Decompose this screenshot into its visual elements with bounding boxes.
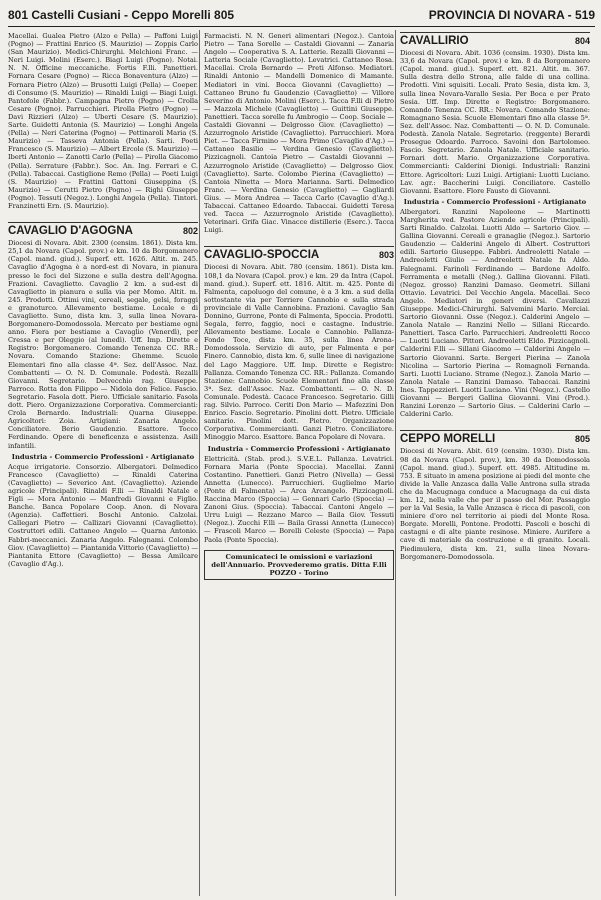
column-2	[204, 32, 394, 580]
listing-text: Elettricità. (Stab. prod.). S.V.E.L. Pallanza. Levatrici. Fornara Maria (Ponte Spoccia). Macellai. Zanni Costantino. Panettieri. Ganzi Pietro (Nivella) — Gessi Annetta (Lunecco). Parrucchieri. Guglielmo Mario (Ponte di Falmenta) — Arca Arcangelo. Pizzicagnoli. Raccina Marco (Spoccia) — Gennari Carlo (Spoccia) — Zanoni Gius. (Spoccia). Tabaccai. Cantoni Angelo — Urru Luigi — Rezzano Marco — Baila Giov. Tessuti (Negoz.). Zucchi F.lli — Baila Grassi Annetta (Lunecco) — Frascoli Marco — Borelli Celeste (Spoccia) — Papa Paola (Ponte Spoccia).	[204, 454, 394, 544]
section-text: Diocesi di Novara. Abit. 780 (censim. 1861). Dista km. 108,1 da Novara (Capol. prov.) e km. 29 da Intra (Capol. mand. giud.). Superf. ett. 1816. Altit. m. 425. Ponte di Falmenta, capoluogo del comune, è a 3 km. a sud della sottostante via per Torriere Cannobio e sulla strada provinciale di Valle Cannobina. Frazioni. Cavaglio San Donnino, Gurrone, Ponte di Falmenta, Spoccia. Prodotti. Segala, ferro, faggio, noci e castagne. Industrie. Allevamento bestiame. Locale e Cannobio. Pallanza-Fondo Toce, dista km. 35, sulla linea Arona-Domodossola. Servizio di auto, per Falmenta e per Finero. Cannobio, dista km. 6, sulle linee di navigazione del Lago Maggiore. Uff. Imp. Dirette e Registro: Pallanza. Comando Tenenza CC. RR.: Pallanza. Comando Stazione: Cannobio. Scuole Elementari fino alla classe 3ª. Sez. dell'Assoc. Naz. Combattenti. — O. N. D. Comunale. Podestà. Cacace Francesco. Segretario. Gilli rag. Silvio. Parroco. Ceriti Don Mario — Mafezzini Don Enrico. Fascio. Segretario. Pinolini dott. Pietro. Ufficiale sanitario. Pinolini dott. Pietro. Organizzazione Corporativa. Commercianti. Ganzi Pietro. Conciliatore. Minoggio Marco. Esattore. Banca Popolare di Novara.	[204, 263, 394, 442]
section-title: CAVAGLIO-SPOCCIA	[204, 249, 320, 262]
header-left: 801 Castelli Cusiani - Ceppo Morelli 805	[8, 8, 235, 22]
page-header	[8, 6, 595, 27]
subsection-heading: Industria - Commercio Professioni - Artigianato	[207, 444, 391, 453]
section-text: Diocesi di Novara. Abit. 1036 (censim. 1930). Dista km. 33,6 da Novara (Capol. prov.) e km. 8 da Borgomanero (Capol. mand. giud.). Superf. ett. 821. Altit. m. 367. Sulla destra dello Strona, alle falde di una collina. Prodotti. Vini squisiti. Locali. Prato Sesia, dista km. 3, sulla linea Novara-Varallo Sesia. Per Boca e per Prato Sesia. Uff. Imp. Dirette e Registro: Borgomanero. Comando Tenenza CC. RR.: Novara. Comando Stazione: Romagnano Sesia. Scuole Elementari fino alla classe 5ª. Sez. dell'Assoc. Naz. Combattenti — O. N. D. Comunale. Podestà. Zanola Natale. Segretario. (reggente) Berardi Prosegue Odoardo. Parroco. Savoini don Bartolomeo. Fascio. Segretario. Zanola Natale. Ufficiale sanitario. Fornari dott. Mario. Organizzazione Corporativa. Commercianti: Calderini Dionigi. Industriali: Ranzini Ettore. Agricoltori: Luzi Luigi. Artigiani: Luotti Luciano. Lav. agr.: Baccherini Luigi. Conciliatore. Castello Giovanni. Esattore. Flore Fausto di Giovanni.	[400, 49, 590, 195]
section-number: 805	[574, 434, 590, 445]
column-1	[8, 32, 198, 568]
notice-box: Comunicateci le omissioni e variazioni dell'Annuario. Provvederemo gratis. Ditta F.lli POZZO - Torino	[204, 550, 394, 580]
section-text: Diocesi di Novara. Abit. 619 (censim. 1930). Dista km. 98 da Novara (Capol. prov.), km. 30 da Domodossola (Capol. mand. giud.). Superf. ett. 4985. Altitudine m. 753. È situato in amena posizione ai piedi del monte che divide la Valle Anzasca dalla Valle Antrona sulla strada che da Macugnaga conduce a Macugnaga da cui dista km. 12, nella valle che per il passo del Mor. Passaggio per la Val Sesia, la Valle Anzasca è ricca di pascoli, con miniere d'oro nel territorio ai piedi del Monte Rosa. Borgate. Morelli, Pontone. Prodotti. Pascoli e boschi di castagni e di alte piante resinose. Miniere. Aurifere a cave di materiale da costruzione e di granito. Locali. Piedimulera, dista km. 21, sulla linea Novara-Borgomanero-Domodossola.	[400, 447, 590, 561]
column-divider	[199, 30, 200, 896]
subsection-heading: Industria - Commercio Professioni - Artigianato	[11, 452, 195, 461]
section-number: 804	[574, 36, 590, 46]
listing-text: Farmacisti. N. N. Generi alimentari (Negoz.). Cantoia Pietro — Tana Sorelle — Castaldi Giovanni — Zanaria Angelo — Cooperativa S. A. Latterie. Rezalli Giovanni — Latteria Sociale (Cavaglietto). Levatrici. Cattaneo Rosa. Macellai. Crola Bernardo — Preti Alfonso. Mediatori. Rinaldi Antonio — Mandelli Domenico di Mamante. Mediatori in vini. Bocca Giovanni (Cavaglietto) — Cattaneo Bruno fu Gaudenzio (Cavaglietto) — Villore Severino di Antonio. Molini (Eserc.). Tacca F.lli di Pietro — Mazzola Michele (Cavaglietto) — Guittini Giuseppe. Panettieri. Tacca sorelle fu Ambrogio — Coop. Sociale — Castaldi Giovanni — Delgrosso Giov. (Cavaglietto) — Azzurrognolo Aristide (Cavaglietto). Parrucchieri. Mora Piet. — Tacca Firmino — Mora Primo (Cavaglio d'Ag.) — Cattaneo Basilio — Verdina Genesio (Cavaglietto). Pizzicagnoli. Cantoia Pietro — Castaldi Giovanni — Azzurrognolo Aristide (Cavaglietto) — Delgrosso Giov. (Cavaglietto). Sarte. Colombo Pierina (Cavaglietto) — Cantoia Ninetta — Mora Marianna. Sarti. Delmedico Franc. — Verdina Genesio (Cavaglietto) — Gagliardi Gius. — Mora Andrea — Tacca Carlo (Cavaglio d'Ag.). Tabaccai. Cattaneo Edoardo. Tabaccai. Guidetti Teresa ved. Tacca — Azzurrognolo Aristide (Cavaglietto). Veterinari. Grifa Giac. Vinacce distillerie (Eserc.). Tacca Luigi.	[204, 32, 394, 235]
subsection-heading: Industria - Commercio Professioni - Artigianato	[403, 197, 587, 206]
section-title: CAVAGLIO D'AGOGNA	[8, 225, 133, 238]
section-heading	[400, 430, 590, 446]
header-right: PROVINCIA DI NOVARA - 519	[428, 8, 595, 22]
section-title: CAVALLIRIO	[400, 35, 469, 47]
section-text: Diocesi di Novara. Abit. 2300 (censim. 1861). Dista km. 25,1 da Novara (Capol. prov.) e km. 10 da Borgomanero (Capol. mand. giud.). Superf. ett. 1626. Altit. m. 245. Cavaglio d'Agogna è a nord-est di Novara, in pianura presso le foci del Sizzone e sulla destra dell'Agogna. Frazioni. Cavaglietto. Cavaglio 2 km. a sud-est di Cavaglietto in pianura e sulla via per Momo. Altit. m. 245. Prodotti. Ottimi vini, cereali, segale, gelsi, foraggi e granoturco. Allevamento bestiame. Locale e di Cavaglietto. Suno, dista km. 3, sulla linea Novara-Borgomanero-Domodossola. Mercato per bestiame ogni anno. Fiera per bestiame a Cavaglio (Venerdì), per Cressa e per Oleggio (al lunedì). Uff. Imp. Dirette e Registro: Borgomanero. Comando Tenenza CC. RR.: Novara. Comando Stazione: Ghemme. Scuole Elementari fino alla classe 4ª. Sez. dell'Assoc. Naz. Combattenti — O. N. D. Comunale. Podestà. Rezalli Giovanni. Segretario. Delvecchio rag. Giuseppe. Parroco. Rotta don Filippo — Nidola don Felice. Fascio. Segretario. Fasola dott. Piero. Ufficiale sanitario. Fasola dott. Piero. Organizzazione Corporativa. Commercianti: Crola Bernardo. Industriali: Quarna Giuseppe. Agricoltori: Zoia. Artigiani: Zanaria Angelo. Conciliatore. Berio Gaudenzio. Esattore. Tocco Ferdinando. Opere di beneficenza e assistenza. Asili infantili.	[8, 239, 198, 450]
listing-text: Albergatori. Ranzini Napoleone — Martinotti Margherita ved. Pastore Aziende agricole (Principali). Sarti Rinaldo. Calzolai. Luotti Aldo — Sartorio Giov. — Gallina Giovanni. Cereali e granaglie (Negoz.). Sartorio Gaudenzio — Calderini Angelo di Albert. Costruttori edili. Sartorio Giuseppe. Fabbri. Andreoletti Natale — Andreoletti Giulio — Andreoletti Natale fu Aldo. Falegnami. Farinoli Ferdinando — Bardone Adolfo. Ferramenta e metalli (Neg.). Gallina Giovanni. Filati. (Negoz. grosso) Ranzini Damaso. Geometri. Sillani Ottavio. Levatrici. Del Vecchio Angela. Macellai. Seco Angelo. Mediatori in generi diversi. Cavallazzi Giuseppe. Medici-Chirurghi. Salvemini Mario. Merciai. Sartorio Giovanni. Osse (Negoz.). Calderini Angelo — Zanola Natale — Ranzini Nello — Sillani Riccardo. Panettieri. Tasca Carlo. Parrucchieri. Andreoletti Rocco — Luotti Luciano. Pittori. Andreoletti Eldo. Pizzicagnoli. Calderini F.lli — Sillani Giacomo — Calderini Angelo — Sartorio Giovanni. Sarte. Bergeri Pierina — Zanola Nicolina — Sartorio Pierina — Romagnoli Fernanda. Sarti. Luotti Luciano. Strame (Negoz.). Zanola Mario — Zanola Natale — Ranzini Damaso. Tabaccai. Ranzini Ines. Tappezzieri. Luotti Luciano. Vini (Negoz.). Castello Giovanni — Bergeri Gallina Giovanni. Vini (Prod.). Ranzini Lorenzo — Sartorio Gius. — Calderini Carlo — Calderini Carlo.	[400, 207, 590, 419]
section-number: 802	[182, 226, 198, 237]
listing-text: Acque irrigatorie. Consorzio. Albergatori. Delmedico Francesco (Cavaglietto) — Rinaldi Caterina (Cavaglietto) — Severico Ant. (Cavaglietto). Aziende agricole (Principali). Rinaldi F.lli — Rinaldi Natale e Figli — Mora Antonio — Manfredi Giovanni e Figlio. Banche. Banca Popolare Coop. Anon. di Novara (Agenzia). Caffettieri. Boschi Antonio. Calzolai. Callegari Pietro — Callizari Giovanni (Cavaglietto). Costruttori edili. Cattaneo Angelo — Quarna Antonio. Fabbri-meccanici. Zanaria Angelo. Falegnami. Colombo Giov. (Cavaglietto) — Piantanida Vittorio (Cavaglietto) — Piantanita Ettore (Cavaglietto) — Bessa Amilcare (Cavaglio d'Ag.).	[8, 462, 198, 568]
section-heading	[8, 222, 198, 238]
section-heading	[400, 32, 590, 45]
column-3	[400, 32, 590, 561]
section-heading	[204, 246, 394, 262]
section-title: CEPPO MORELLI	[400, 433, 496, 446]
listing-text: Macellai. Gualea Pietro (Alzo e Pella) — Paffoni Luigi (Pogno) — Frattini Enrico (S. Maurizio) — Zoppis Carlo (San Maurizio). Medici-Chirurghi. Melchioni Franc. — Neri Luigi. Molini (Eserc.). Biagi Luigi (Pogno). Notai. N. N. Officine meccaniche. Fortis F.lli. Panettieri. Fornara Cesare (Pogno) — Ricca Bonaventura (Alzo) — Fornara Pietro (Alzo) — Brusotti Luigi (Pella) — Coeper. di Consumo (S. Maurizio) — Rinaldi Luigi — Biagi Luigi. Pantofole (Fabbr.). Campagna Pietro (Pogno) — Crolla Cesare (Pogno). Parrucchieri. Pirolla Pietro (Pogno) — Davi Rizzieri (Alzo) — Uberti Cesare (S. Maurizio). Sarte. Guidetti Antonia (S. Maurizio) — Longhi Angela (Pella) — Neri Caterina (Pogno) — Pettinaroli Maria (S. Maurizio) — Tasseva Antonia (Pella). Sarti. Poeti Francesco (S. Maurizio) — Albert Ercole (S. Maurizio) — Iberti Antonio — Zanotti Carlo (Pella) — Pirolla Giacomo (Pella). Serrature (Fabbr.). Soc. An. Ing. Ferrari e C. (Pella). Tabaccai. Castiglione Remo (Pella) — Poeti Luigi (S. Maurizio) — Frattini Gattoni Giuseppina (S. Maurizio) — Cerutti Pietro (Pogno) — Righi Giuseppe (Pogno). Tessuti (Negoz.). Longhi Angela (Pella). Tintori. Franzinetti Ern. (S. Maurizio).	[8, 32, 198, 210]
column-divider	[395, 30, 396, 896]
section-number: 803	[378, 250, 394, 261]
